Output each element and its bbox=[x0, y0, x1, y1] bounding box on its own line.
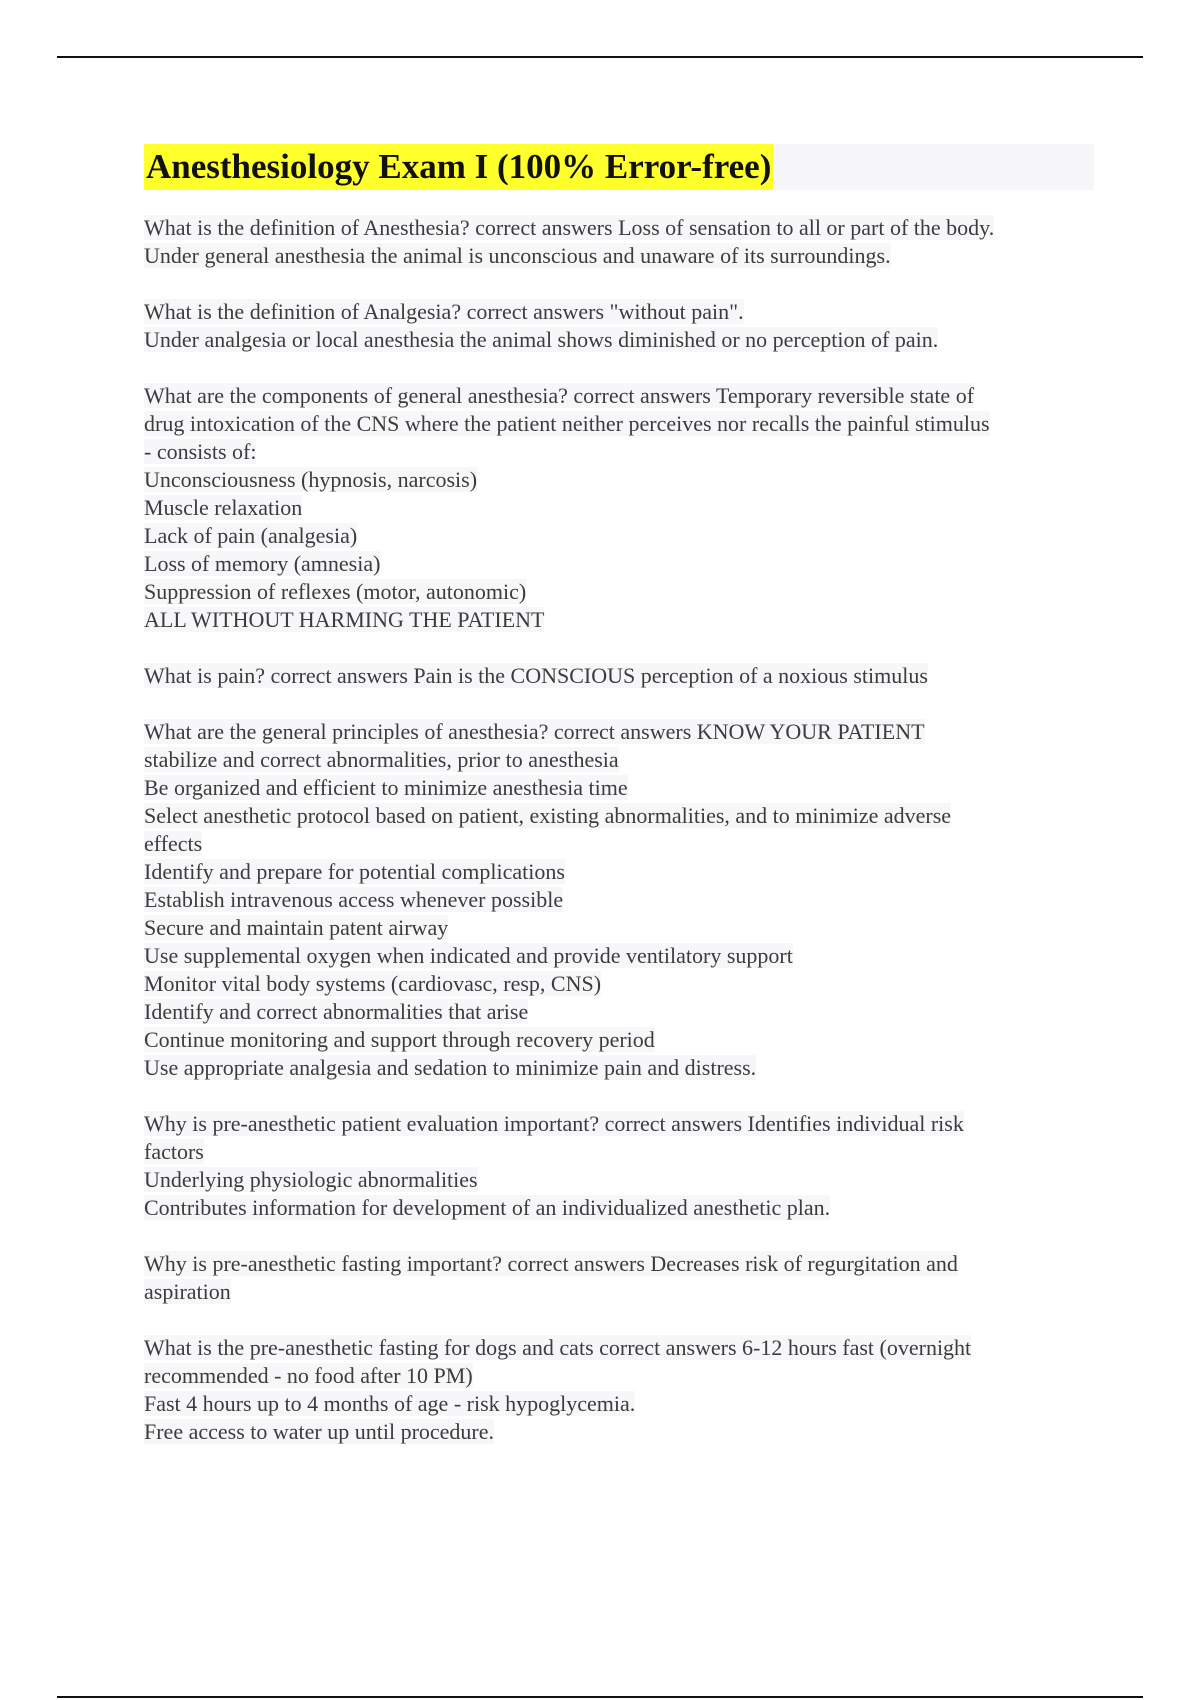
qa-item bbox=[144, 1110, 1094, 1222]
qa-line bbox=[144, 802, 1094, 830]
qa-line-text: Why is pre-anesthetic fasting important? correct answers Decreases risk of regurgitation and bbox=[144, 1251, 958, 1276]
qa-line bbox=[144, 914, 1094, 942]
qa-line bbox=[144, 298, 1094, 326]
qa-line-text: What are the components of general anesthesia? correct answers Temporary reversible state of bbox=[144, 383, 975, 408]
qa-line bbox=[144, 1194, 1094, 1222]
qa-line-text: Identify and prepare for potential complications bbox=[144, 859, 565, 884]
qa-line bbox=[144, 830, 1094, 858]
qa-item bbox=[144, 298, 1094, 354]
qa-line-text: Establish intravenous access whenever possible bbox=[144, 887, 564, 912]
qa-line bbox=[144, 550, 1094, 578]
qa-item bbox=[144, 718, 1094, 1082]
qa-line-text: drug intoxication of the CNS where the patient neither perceives nor recalls the painful stimulus bbox=[144, 411, 990, 436]
qa-line-text: Secure and maintain patent airway bbox=[144, 915, 449, 940]
qa-line bbox=[144, 774, 1094, 802]
document-body bbox=[144, 144, 1094, 1474]
qa-line bbox=[144, 886, 1094, 914]
qa-line bbox=[144, 970, 1094, 998]
qa-line bbox=[144, 242, 1094, 270]
qa-line bbox=[144, 1166, 1094, 1194]
qa-line-text: Under general anesthesia the animal is unconscious and unaware of its surroundings. bbox=[144, 243, 891, 268]
qa-line-text: effects bbox=[144, 831, 203, 856]
qa-line bbox=[144, 466, 1094, 494]
qa-line-text: aspiration bbox=[144, 1279, 231, 1304]
qa-line bbox=[144, 718, 1094, 746]
qa-line bbox=[144, 1278, 1094, 1306]
qa-line bbox=[144, 1418, 1094, 1446]
qa-line bbox=[144, 998, 1094, 1026]
qa-line bbox=[144, 1250, 1094, 1278]
qa-line bbox=[144, 410, 1094, 438]
qa-line-text: Monitor vital body systems (cardiovasc, resp, CNS) bbox=[144, 971, 602, 996]
qa-line-text: - consists of: bbox=[144, 439, 257, 464]
qa-line-text: ALL WITHOUT HARMING THE PATIENT bbox=[144, 607, 545, 632]
qa-line-text: Fast 4 hours up to 4 months of age - risk hypoglycemia. bbox=[144, 1391, 636, 1416]
qa-line bbox=[144, 326, 1094, 354]
qa-line-text: stabilize and correct abnormalities, prior to anesthesia bbox=[144, 747, 619, 772]
qa-item bbox=[144, 382, 1094, 634]
qa-line bbox=[144, 494, 1094, 522]
qa-line-text: What are the general principles of anesthesia? correct answers KNOW YOUR PATIENT bbox=[144, 719, 925, 744]
qa-line bbox=[144, 746, 1094, 774]
qa-line bbox=[144, 1054, 1094, 1082]
qa-item bbox=[144, 662, 1094, 690]
qa-line-text: Contributes information for development of an individualized anesthetic plan. bbox=[144, 1195, 831, 1220]
qa-line-text: Use appropriate analgesia and sedation to minimize pain and distress. bbox=[144, 1055, 757, 1080]
qa-line-text: Identify and correct abnormalities that arise bbox=[144, 999, 529, 1024]
qa-line-text: Unconsciousness (hypnosis, narcosis) bbox=[144, 467, 478, 492]
qa-line-text: What is pain? correct answers Pain is the CONSCIOUS perception of a noxious stimulus bbox=[144, 663, 928, 688]
qa-line-text: Under analgesia or local anesthesia the animal shows diminished or no perception of pain. bbox=[144, 327, 939, 352]
qa-line bbox=[144, 214, 1094, 242]
qa-line-text: recommended - no food after 10 PM) bbox=[144, 1363, 473, 1388]
document-title: Anesthesiology Exam I (100% Error-free) bbox=[144, 144, 773, 190]
qa-line-text: Lack of pain (analgesia) bbox=[144, 523, 358, 548]
qa-line bbox=[144, 578, 1094, 606]
question-answer-list bbox=[144, 214, 1094, 1446]
qa-line bbox=[144, 662, 1094, 690]
qa-line-text: Be organized and efficient to minimize anesthesia time bbox=[144, 775, 628, 800]
qa-line-text: Why is pre-anesthetic patient evaluation important? correct answers Identifies individual risk bbox=[144, 1111, 964, 1136]
qa-line bbox=[144, 382, 1094, 410]
qa-line-text: Suppression of reflexes (motor, autonomic) bbox=[144, 579, 527, 604]
qa-line-text: What is the definition of Anesthesia? correct answers Loss of sensation to all or part of the body. bbox=[144, 215, 995, 240]
qa-line-text: Loss of memory (amnesia) bbox=[144, 551, 381, 576]
qa-line-text: Use supplemental oxygen when indicated and provide ventilatory support bbox=[144, 943, 793, 968]
qa-line-text: Select anesthetic protocol based on patient, existing abnormalities, and to minimize adverse bbox=[144, 803, 952, 828]
qa-item bbox=[144, 1250, 1094, 1306]
qa-line-text: factors bbox=[144, 1139, 204, 1164]
qa-line-text: Continue monitoring and support through recovery period bbox=[144, 1027, 655, 1052]
qa-line-text: Muscle relaxation bbox=[144, 495, 303, 520]
qa-line-text: Underlying physiologic abnormalities bbox=[144, 1167, 478, 1192]
qa-item bbox=[144, 1334, 1094, 1446]
qa-line bbox=[144, 1138, 1094, 1166]
qa-line bbox=[144, 942, 1094, 970]
page-bottom-rule bbox=[57, 1696, 1143, 1698]
qa-line-text: Free access to water up until procedure. bbox=[144, 1419, 495, 1444]
qa-line bbox=[144, 1110, 1094, 1138]
page-top-rule bbox=[57, 56, 1143, 58]
qa-line-text: What is the definition of Analgesia? correct answers "without pain". bbox=[144, 299, 744, 324]
qa-line bbox=[144, 522, 1094, 550]
qa-line bbox=[144, 606, 1094, 634]
qa-line bbox=[144, 1026, 1094, 1054]
qa-line-text: What is the pre-anesthetic fasting for dogs and cats correct answers 6-12 hours fast (overnight bbox=[144, 1335, 972, 1360]
qa-line bbox=[144, 1390, 1094, 1418]
qa-line bbox=[144, 1334, 1094, 1362]
qa-line bbox=[144, 1362, 1094, 1390]
qa-item bbox=[144, 214, 1094, 270]
qa-line bbox=[144, 858, 1094, 886]
title-band bbox=[144, 144, 1094, 190]
qa-line bbox=[144, 438, 1094, 466]
